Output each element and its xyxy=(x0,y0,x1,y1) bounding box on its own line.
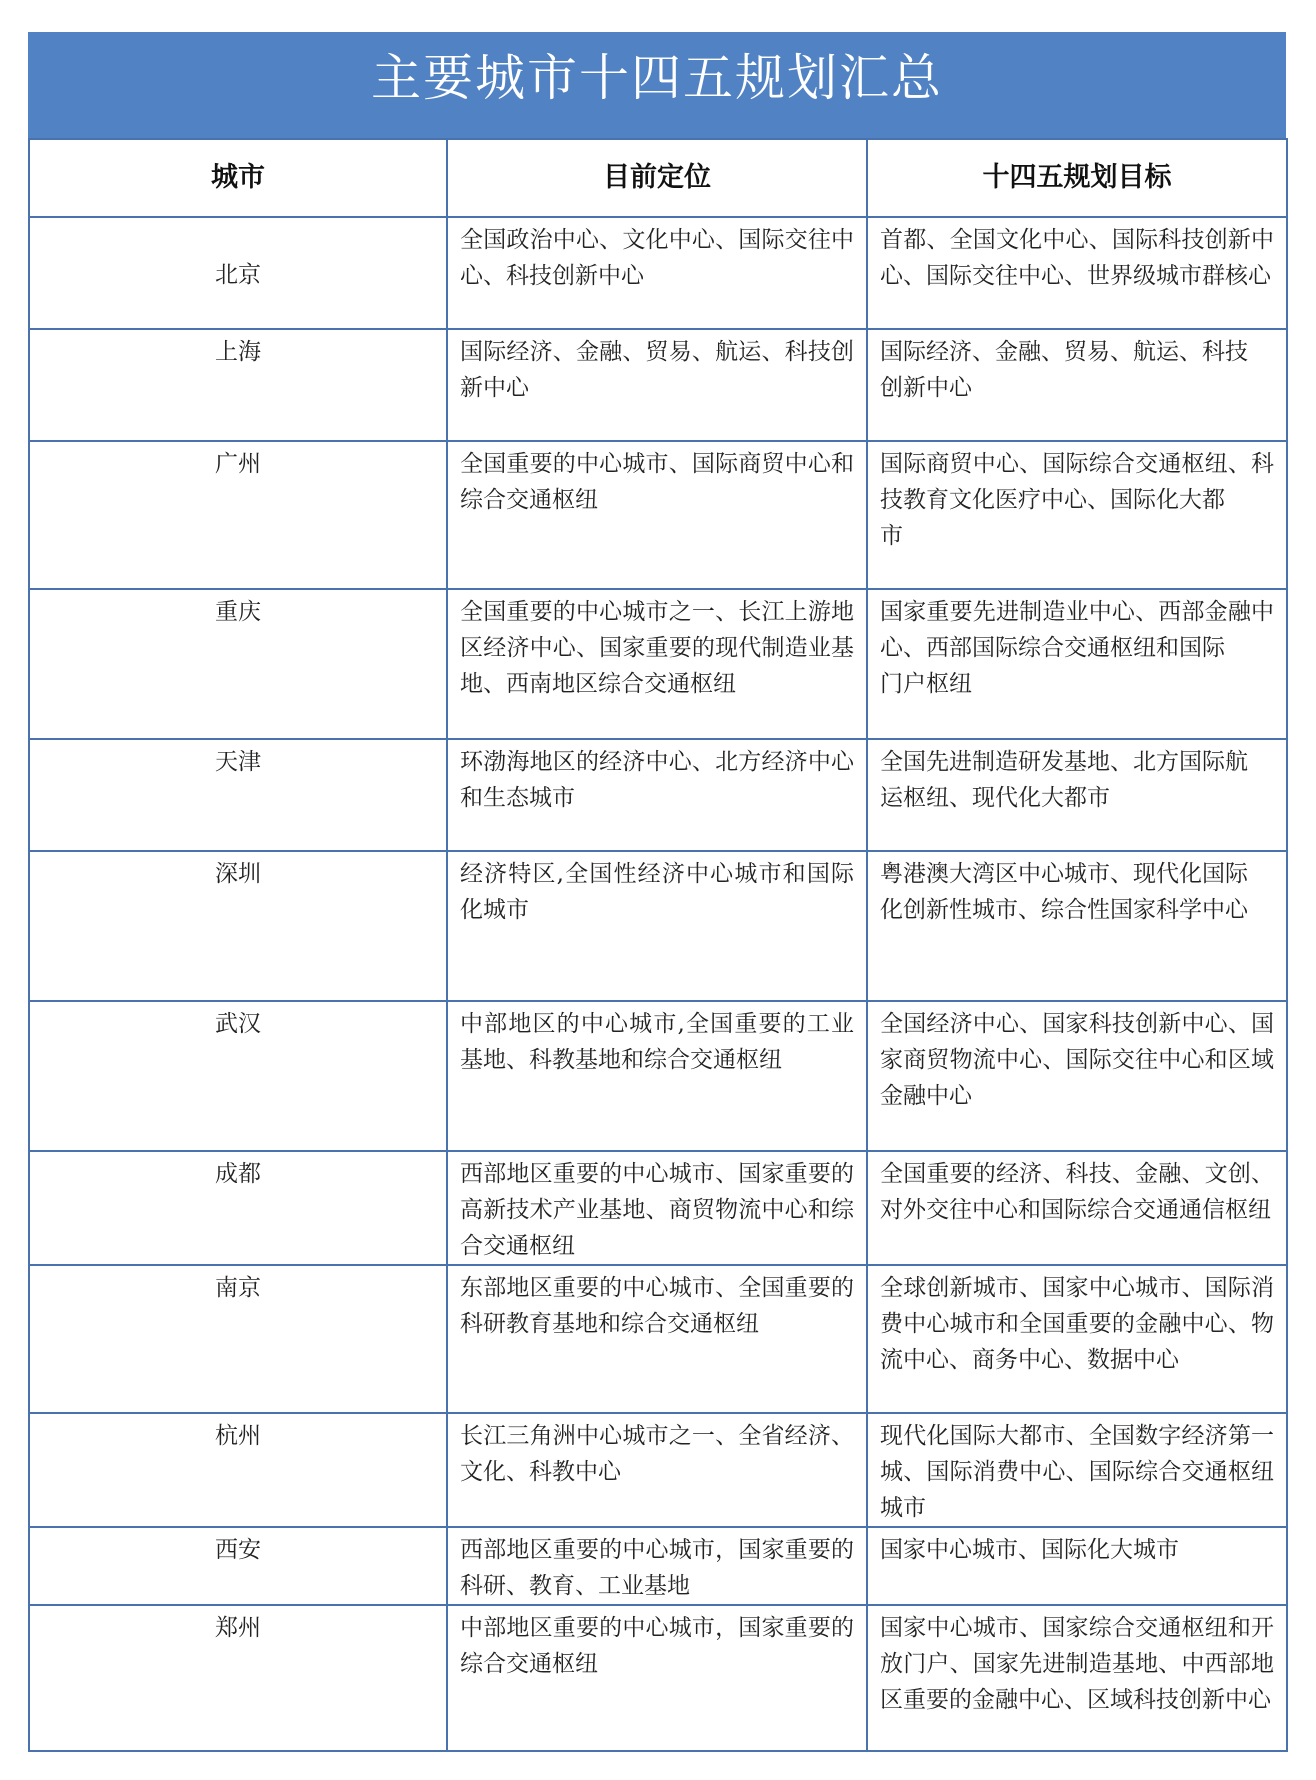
current-cell: 长江三角洲中心城市之一、全省经济、文化、科教中心 xyxy=(447,1413,867,1527)
target-cell: 国际商贸中心、国际综合交通枢纽、科技教育文化医疗中心、国际化大都 市 xyxy=(867,441,1287,589)
current-cell: 东部地区重要的中心城市、全国重要的科研教育基地和综合交通枢纽 xyxy=(447,1265,867,1413)
current-cell: 中部地区重要的中心城市，国家重要的综合交通枢纽 xyxy=(447,1605,867,1751)
current-cell: 全国政治中心、文化中心、国际交往中心、科技创新中心 xyxy=(447,217,867,329)
current-cell: 西部地区重要的中心城市，国家重要的科研、教育、工业基地 xyxy=(447,1527,867,1605)
city-cell: 郑州 xyxy=(29,1605,447,1751)
current-cell: 经济特区,全国性经济中心城市和国际化城市 xyxy=(447,851,867,1001)
target-cell: 全国先进制造研发基地、北方国际航 运枢纽、现代化大都市 xyxy=(867,739,1287,851)
header-current: 目前定位 xyxy=(447,139,867,217)
current-cell: 全国重要的中心城市、国际商贸中心和综合交通枢纽 xyxy=(447,441,867,589)
current-cell: 中部地区的中心城市,全国重要的工业基地、科教基地和综合交通枢纽 xyxy=(447,1001,867,1151)
target-cell: 国际经济、金融、贸易、航运、科技 创新中心 xyxy=(867,329,1287,441)
table-row xyxy=(29,217,1287,329)
table-row xyxy=(29,851,1287,1001)
table-row xyxy=(29,1527,1287,1605)
city-cell: 广州 xyxy=(29,441,447,589)
target-cell: 全国经济中心、国家科技创新中心、国家商贸物流中心、国际交往中心和区域金融中心 xyxy=(867,1001,1287,1151)
current-cell: 环渤海地区的经济中心、北方经济中心和生态城市 xyxy=(447,739,867,851)
city-cell: 天津 xyxy=(29,739,447,851)
target-cell: 全国重要的经济、科技、金融、文创、对外交往中心和国际综合交通通信枢纽 xyxy=(867,1151,1287,1265)
table-row xyxy=(29,589,1287,739)
target-cell: 全球创新城市、国家中心城市、国际消费中心城市和全国重要的金融中心、物流中心、商务中心、数据中心 xyxy=(867,1265,1287,1413)
city-cell: 南京 xyxy=(29,1265,447,1413)
target-cell: 国家重要先进制造业中心、西部金融中心、西部国际综合交通枢纽和国际 门户枢纽 xyxy=(867,589,1287,739)
city-plan-table xyxy=(28,138,1288,1752)
city-cell: 武汉 xyxy=(29,1001,447,1151)
target-cell: 国家中心城市、国际化大城市 xyxy=(867,1527,1287,1605)
header-city: 城市 xyxy=(29,139,447,217)
city-cell: 杭州 xyxy=(29,1413,447,1527)
table-row xyxy=(29,441,1287,589)
current-cell: 西部地区重要的中心城市、国家重要的高新技术产业基地、商贸物流中心和综合交通枢纽 xyxy=(447,1151,867,1265)
city-cell: 西安 xyxy=(29,1527,447,1605)
table-row xyxy=(29,329,1287,441)
table-header-row xyxy=(29,139,1287,217)
table-row xyxy=(29,739,1287,851)
target-cell: 首都、全国文化中心、国际科技创新中心、国际交往中心、世界级城市群核心 xyxy=(867,217,1287,329)
current-cell: 全国重要的中心城市之一、长江上游地区经济中心、国家重要的现代制造业基地、西南地区综合交通枢纽 xyxy=(447,589,867,739)
current-cell: 国际经济、金融、贸易、航运、科技创新中心 xyxy=(447,329,867,441)
city-cell: 上海 xyxy=(29,329,447,441)
target-cell: 现代化国际大都市、全国数字经济第一城、国际消费中心、国际综合交通枢纽城市 xyxy=(867,1413,1287,1527)
table-row xyxy=(29,1151,1287,1265)
target-cell: 粤港澳大湾区中心城市、现代化国际 化创新性城市、综合性国家科学中心 xyxy=(867,851,1287,1001)
table-row xyxy=(29,1001,1287,1151)
document xyxy=(28,32,1286,1748)
target-cell: 国家中心城市、国家综合交通枢纽和开放门户、国家先进制造基地、中西部地区重要的金融中心、区域科技创新中心 xyxy=(867,1605,1287,1751)
table-row xyxy=(29,1413,1287,1527)
city-cell: 成都 xyxy=(29,1151,447,1265)
city-cell: 重庆 xyxy=(29,589,447,739)
table-row xyxy=(29,1265,1287,1413)
city-cell: 深圳 xyxy=(29,851,447,1001)
page-title: 主要城市十四五规划汇总 xyxy=(371,49,943,107)
table-row xyxy=(29,1605,1287,1751)
city-cell: 北京 xyxy=(29,217,447,329)
header-target: 十四五规划目标 xyxy=(867,139,1287,217)
title-banner xyxy=(28,32,1286,138)
